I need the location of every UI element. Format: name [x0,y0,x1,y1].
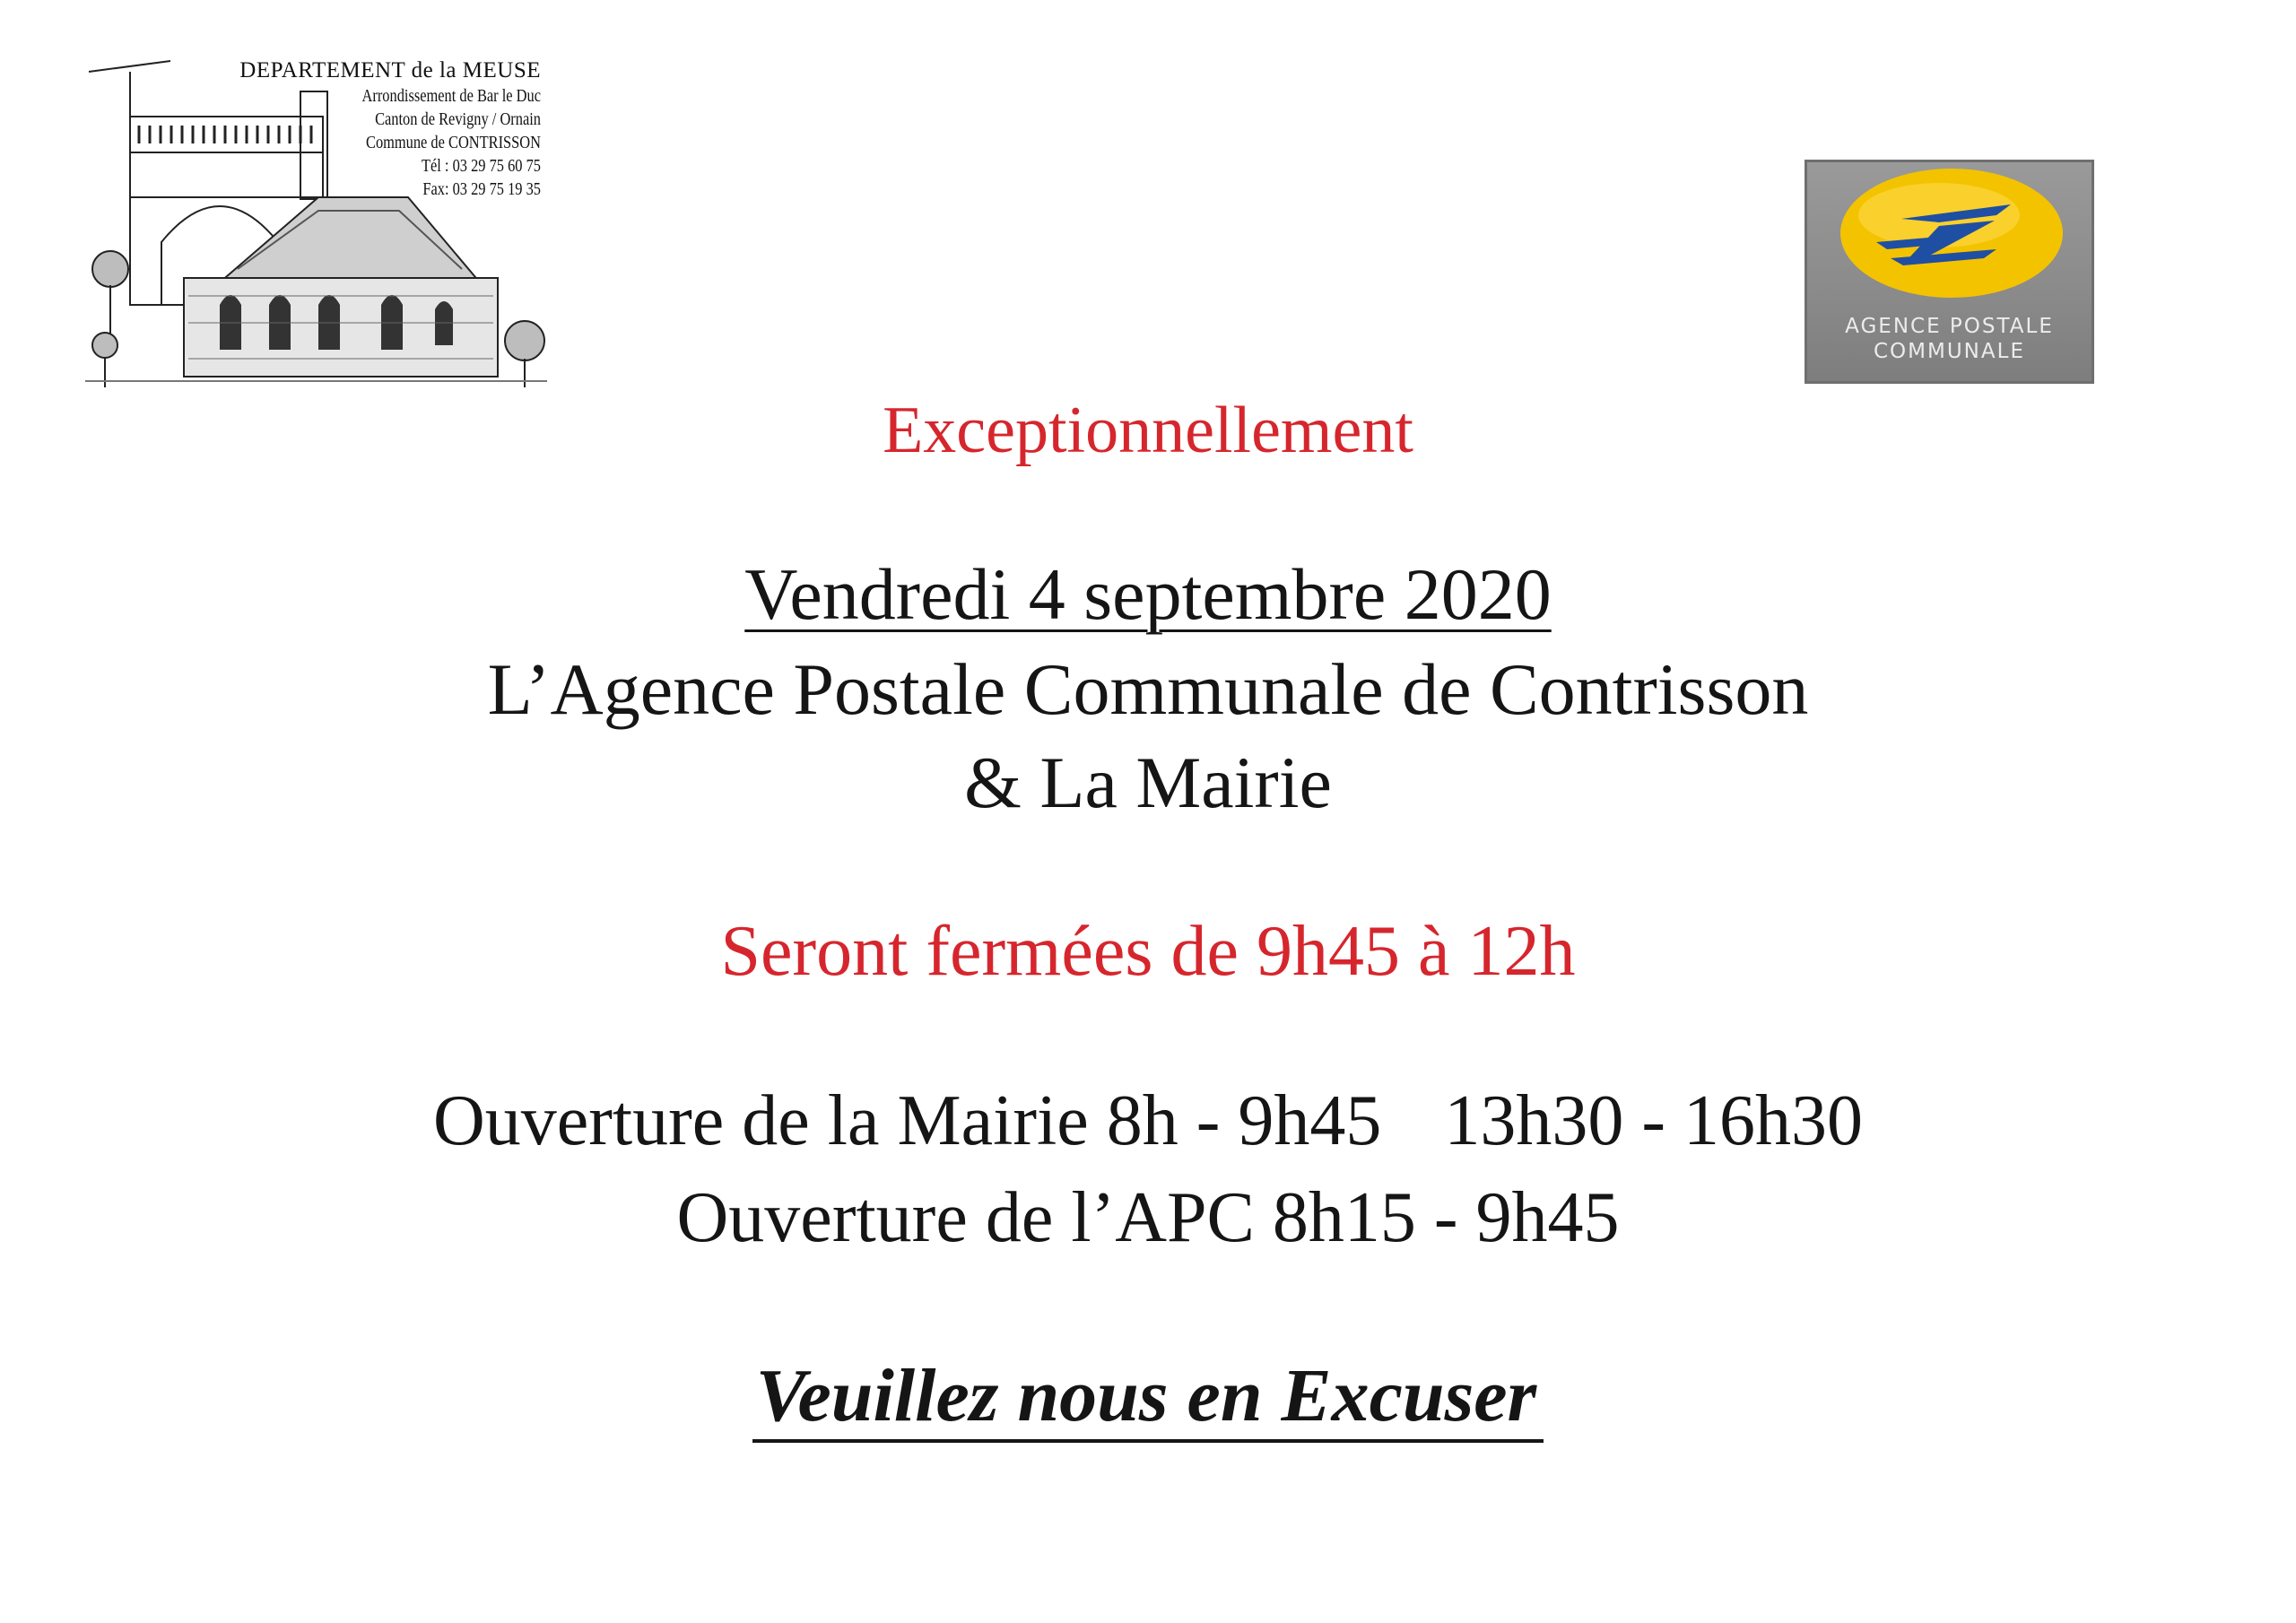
agence-postale-line2: COMMUNALE [1874,340,2025,363]
mairie-hours-line [0,1081,2296,1162]
agence-postale-logo [1805,160,2094,384]
arrondissement-label: Arrondissement de Bar le Duc [361,86,541,106]
agency-line: L’Agence Postale Communale de Contrisson [487,648,1809,730]
department-label: DEPARTEMENT de la MEUSE [239,58,541,82]
fax-label: Fax: 03 29 75 19 35 [422,179,541,199]
phone-label: Tél : 03 29 75 60 75 [421,156,541,176]
exceptionally-heading: Exceptionnellement [883,394,1413,467]
apology-text: Veuillez nous en Excuser [752,1354,1544,1443]
apology-line [0,1352,2296,1439]
commune-label: Commune de CONTRISSON [366,133,541,152]
mairie-address [85,57,541,201]
apc-hours-line: Ouverture de l’APC 8h15 - 9h45 [676,1178,1620,1257]
date-line [0,552,2296,637]
mairie-line: & La Mairie [964,742,1332,823]
canton-label: Canton de Revigny / Ornain [375,109,541,129]
mairie-hours-afternoon: 13h30 - 16h30 [1444,1081,1864,1160]
mairie-hours-morning: Ouverture de la Mairie 8h - 9h45 [432,1081,1382,1160]
date-text: Vendredi 4 septembre 2020 [744,553,1552,635]
agence-postale-line1: AGENCE POSTALE [1845,315,2054,338]
agence-postale-caption [1805,314,2094,364]
mairie-logo [85,54,547,387]
closed-hours-line: Seront fermées de 9h45 à 12h [720,912,1576,991]
